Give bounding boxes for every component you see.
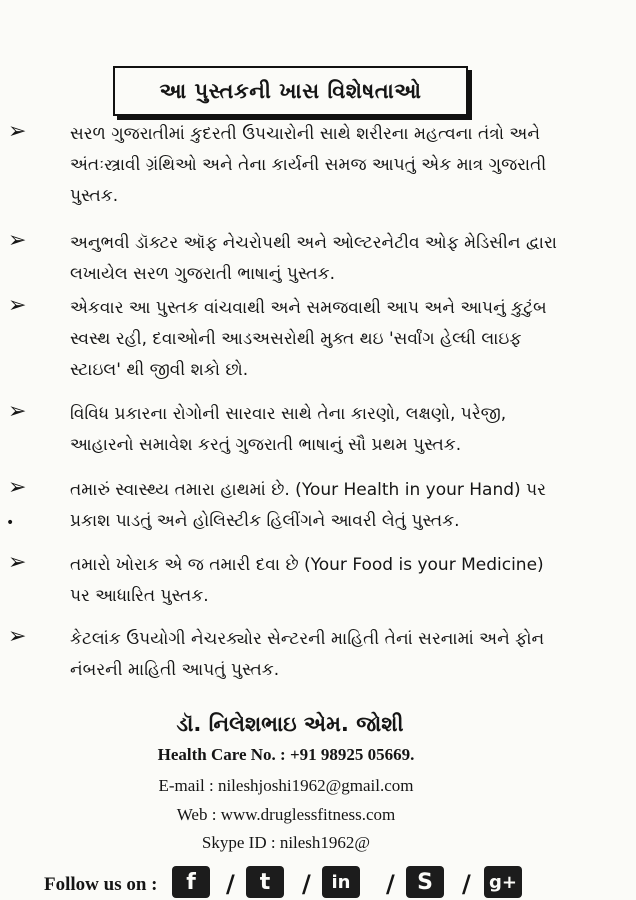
linkedin-icon[interactable]: in <box>322 866 360 898</box>
email-address[interactable]: E-mail : nileshjoshi1962@gmail.com <box>158 776 414 795</box>
google-plus-icon[interactable]: g+ <box>484 866 522 898</box>
feature-item-1-line-1: સરળ ગુજરાતીમાં કુદરતી ઉપચારોની સાથે શરીરના મહત્વના તંત્રો અને <box>70 124 540 144</box>
author-name: ડૉ. નિલેશભાઇ એમ. જોશી <box>176 712 404 736</box>
arrow-bullet-icon: ➢ <box>8 293 27 318</box>
feature-item-5-line-2: પ્રકાશ પાડતું અને હોલિસ્ટીક હિલીંગને આવરી લેતું પુસ્તક. <box>70 511 460 531</box>
feature-item-3-line-3: સ્ટાઇલ' થી જીવી શકો છો. <box>70 360 249 380</box>
arrow-bullet-icon: ➢ <box>8 119 27 144</box>
feature-item-1-line-2: અંતઃસ્ત્રાવી ગ્રંથિઓ અને તેના કાર્યની સમજ આપતું એક માત્ર ગુજરાતી <box>70 155 547 175</box>
twitter-icon[interactable]: t <box>246 866 284 898</box>
arrow-bullet-icon: ➢ <box>8 550 27 575</box>
feature-item-3-line-1: એકવાર આ પુસ્તક વાંચવાથી અને સમજવાથી આપ અને આપનું કુટુંબ <box>70 298 547 318</box>
feature-item-6-line-2: પર આધારિત પુસ્તક. <box>70 586 209 606</box>
stray-dot: • <box>6 515 15 531</box>
arrow-bullet-icon: ➢ <box>8 475 27 500</box>
feature-item-4-line-2: આહારનો સમાવેશ કરતું ગુજરાતી ભાષાનું સૌ પ્રથમ પુસ્તક. <box>70 435 462 455</box>
separator: / <box>462 870 471 898</box>
feature-item-5-line-1: તમારું સ્વાસ્થ્ય તમારા હાથમાં છે. (Your Health in your Hand) પર <box>70 480 546 500</box>
feature-item-7 <box>8 624 623 686</box>
feature-item-4 <box>8 399 623 461</box>
feature-item-3-line-2: સ્વસ્થ રહી, દવાઓની આડઅસરોથી મુક્ત થઇ 'સર્વાંગ હેલ્ધી લાઇફ <box>70 329 522 349</box>
feature-item-5 <box>8 475 623 537</box>
feature-item-7-line-1: કેટલાંક ઉપયોગી નેચરક્યોર સેન્ટરની માહિતી તેનાં સરનામાં અને ફોન <box>70 629 545 649</box>
skype-id: Skype ID : nilesh1962@ <box>201 833 371 852</box>
follow-us-label: Follow us on : <box>44 874 158 895</box>
feature-item-4-line-1: વિવિધ પ્રકારના રોગોની સારવાર સાથે તેના કારણો, લક્ષણો, પરેજી, <box>70 404 507 424</box>
feature-item-1 <box>8 119 623 212</box>
feature-item-1-line-3: પુસ્તક. <box>70 186 119 206</box>
website-address[interactable]: Web : www.druglessfitness.com <box>176 805 396 824</box>
feature-item-6-line-1: તમારો ખોરાક એ જ તમારી દવા છે (Your Food is your Medicine) <box>70 555 544 575</box>
facebook-icon[interactable]: f <box>172 866 210 898</box>
book-features-title: આ પુસ્તકની ખાસ વિશેષતાઓ <box>113 66 468 116</box>
feature-item-3 <box>8 293 623 386</box>
arrow-bullet-icon: ➢ <box>8 624 27 649</box>
separator: / <box>302 870 311 898</box>
feature-item-6 <box>8 550 623 612</box>
arrow-bullet-icon: ➢ <box>8 228 27 253</box>
feature-item-2-line-1: અનુભવી ડૉક્ટર ઑફ નેચરોપથી અને ઓલ્ટરનેટીવ ઓફ મેડિસીન દ્વારા <box>70 233 557 253</box>
separator: / <box>386 870 395 898</box>
separator: / <box>226 870 235 898</box>
feature-item-7-line-2: નંબરની માહિતી આપતું પુસ્તક. <box>70 660 280 680</box>
feature-item-2-line-2: લખાયેલ સરળ ગુજરાતી ભાષાનું પુસ્તક. <box>70 264 336 284</box>
feature-item-2 <box>8 228 623 290</box>
skype-icon[interactable]: S <box>406 866 444 898</box>
health-care-phone: Health Care No. : +91 98925 05669. <box>157 745 415 764</box>
arrow-bullet-icon: ➢ <box>8 399 27 424</box>
